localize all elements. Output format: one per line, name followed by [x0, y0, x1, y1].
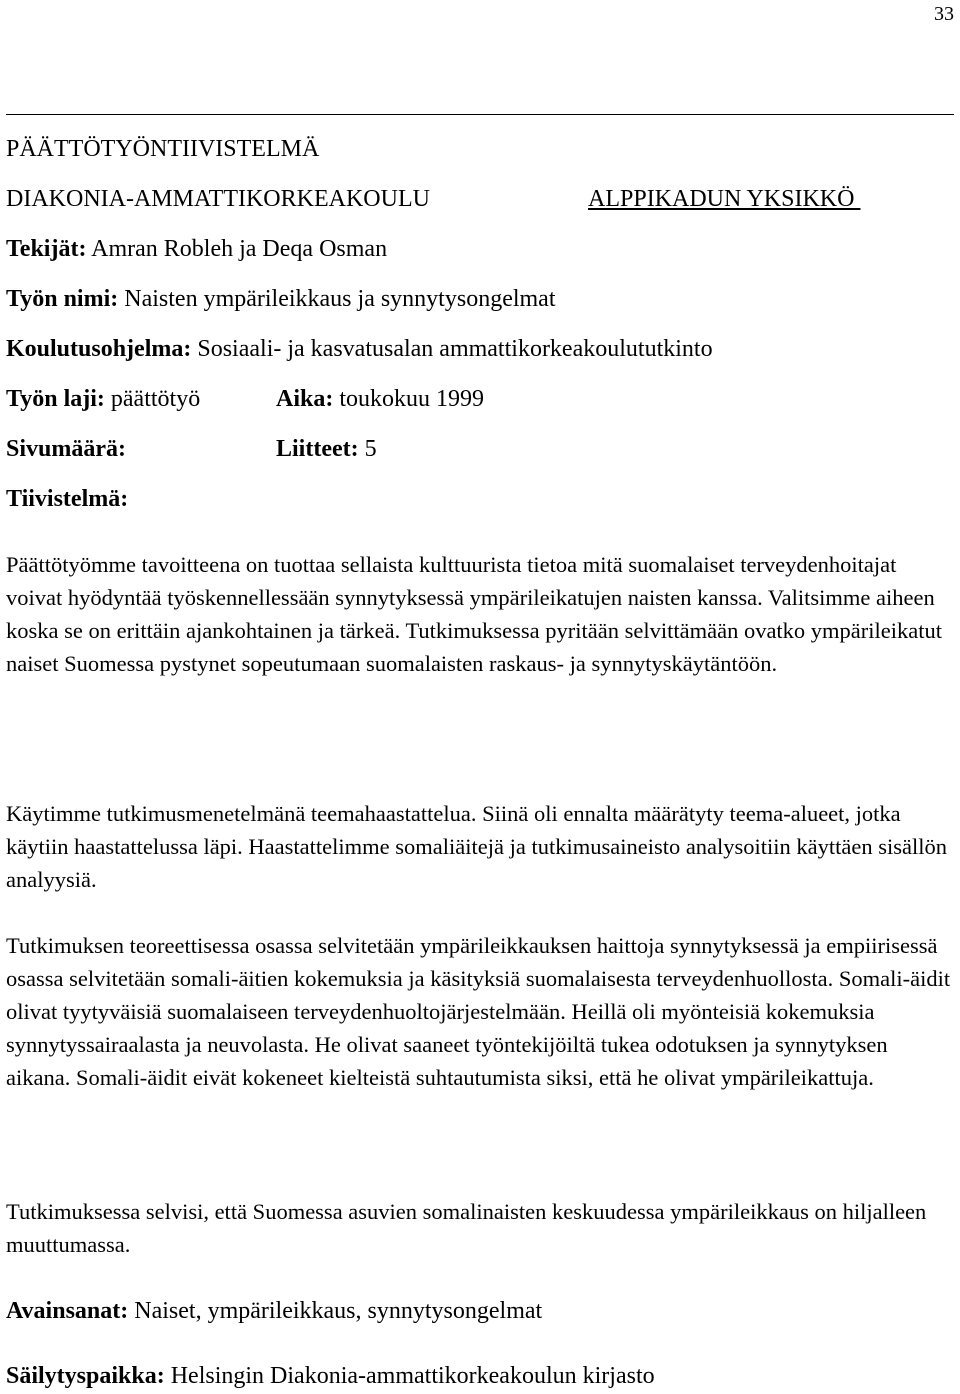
programme-field: [6, 334, 713, 364]
abstract-label: Tiivistelmä:: [6, 486, 129, 512]
keywords-field: [6, 1296, 542, 1326]
programme-label: Koulutusohjelma:: [6, 336, 192, 362]
authors-label: Tekijät:: [6, 236, 87, 262]
pages-label: Sivumäärä:: [6, 436, 126, 462]
abstract-paragraph-1: Päättötyömme tavoitteena on tuottaa sellaista kulttuurista tietoa mitä suomalaiset terveydenhoitajat voivat hyödyntää työskennellessään synnytyksessä ympärileikatujen naisten kanssa. Valitsimme aiheen koska se on erittäin ajankohtainen ja tärkeä. Tutkimuksessa pyritään selvittämään ovatko ympärileikatut naiset Suomessa pystynet sopeutumaan suomalaisten raskaus- ja synnytyskäytäntöön.: [6, 552, 943, 676]
document-title: PÄÄTTÖTYÖNTIIVISTELMÄ: [6, 136, 320, 162]
storage-label: Säilytyspaikka:: [6, 1363, 165, 1389]
time-label: Aika:: [276, 386, 334, 412]
header-rule: [6, 114, 954, 115]
authors-field: [6, 234, 387, 264]
institution-underline-trail: [854, 184, 898, 214]
institution-name: DIAKONIA-AMMATTIKORKEAKOULU: [6, 186, 430, 212]
institution-line: [6, 184, 954, 214]
page-number: 33: [934, 3, 954, 25]
institution-unit: ALPPIKADUN YKSIKKÖ: [588, 186, 855, 212]
time-field: [276, 384, 484, 414]
authors-value: Amran Robleh ja Deqa Osman: [91, 236, 388, 262]
institution-unit-wrap: [588, 184, 898, 214]
title-label: Työn nimi:: [6, 286, 119, 312]
attachments-field: [276, 434, 377, 464]
work-type-row: [6, 384, 954, 414]
work-type-value: päättötyö: [110, 386, 201, 412]
attachments-value: 5: [364, 436, 377, 462]
keywords-label: Avainsanat:: [6, 1298, 129, 1324]
title-field: [6, 284, 556, 314]
abstract-paragraph-2: Käytimme tutkimusmenetelmänä teemahaastattelua. Siinä oli ennalta määrätyty teema-alueet, jotka käytiin haastattelussa läpi. Haastattelimme somaliäitejä ja tutkimusaineisto analysoitiin käyttäen sisällön analyysiä.: [6, 801, 948, 892]
work-type-label: Työn laji:: [6, 386, 105, 412]
abstract-paragraph-3: Tutkimuksen teoreettisessa osassa selvitetään ympärileikkauksen haittoja synnytyksessä ja empiirisessä osassa selvitetään somali-äitien kokemuksia ja käsityksiä suomalaisesta terveydenhuollosta. Somali-äidit olivat tyytyväisiä suomalaiseen terveydenhuoltojärjestelmään. Heillä oli myönteisiä kokemuksia synnytyssairaalasta ja neuvolasta. He olivat saaneet työntekijöiltä tukea odotuksen ja synnytyksen aikana. Somali-äidit eivät kokeneet kielteistä suhtautumista siksi, että he olivat ympärileikattuja.: [6, 933, 951, 1090]
storage-value: Helsingin Diakonia-ammattikorkeakoulun kirjasto: [170, 1363, 655, 1389]
abstract-paragraph-4: Tutkimuksessa selvisi, että Suomessa asuvien somalinaisten keskuudessa ympärileikkaus on hiljalleen muuttumassa.: [6, 1199, 927, 1257]
keywords-value: Naiset, ympärileikkaus, synnytysongelmat: [134, 1298, 543, 1324]
attachments-label: Liitteet:: [276, 436, 359, 462]
title-value: Naisten ympärileikkaus ja synnytysongelmat: [124, 286, 556, 312]
time-value: toukokuu 1999: [339, 386, 485, 412]
programme-value: Sosiaali- ja kasvatusalan ammattikorkeakoulututkinto: [197, 336, 713, 362]
storage-field: [6, 1361, 655, 1391]
pages-row: [6, 434, 954, 464]
